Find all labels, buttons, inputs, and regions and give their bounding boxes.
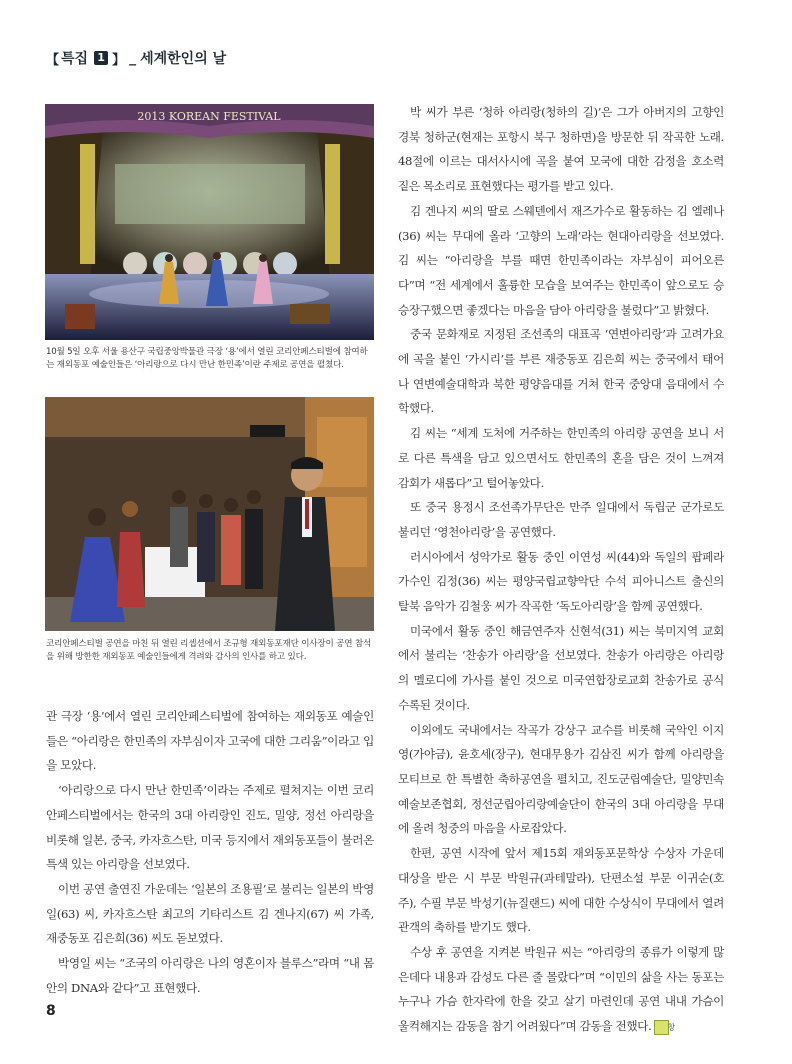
- festival-banner-text: 2013 KOREAN FESTIVAL: [137, 110, 281, 123]
- header-bracket-close: 】: [112, 52, 126, 68]
- section-header: [46, 48, 226, 68]
- right-paragraph-10: [398, 940, 724, 1039]
- left-paragraph-4: 박영일 씨는 “조국의 아리랑은 나의 영혼이자 블루스”라며 “내 몸 안의 DNA와 같다”고 표현했다.: [46, 956, 374, 995]
- left-column-text: [46, 704, 374, 1000]
- right-paragraph-3: 중국 문화재로 지정된 조선족의 대표곡 ‘연변아리랑’과 고려가요에 곡을 붙인 ‘가시리’를 부른 재중동포 김은희 씨는 중국에서 태어나 연변예술대학과 북한 평양음대를 거쳐 한국 중앙대 음대에서 수학했다.: [398, 327, 724, 416]
- header-title: 세계한인의 날: [140, 51, 227, 67]
- right-paragraph-10-text: 수상 후 공연을 지켜본 박원규 씨는 “아리랑의 종류가 이렇게 많은데다 내용과 감성도 다른 줄 몰랐다”며 “이민의 삶을 사는 동포는 누구나 가슴 한자락에 한을 갖고 살기 마련인데 공연 내내 가슴이 울컥해지는 감동을 참기 어려웠다”며 감동을 전했다.: [398, 944, 724, 1034]
- photo2-caption: 코리안페스티벌 공연을 마친 뒤 열린 리셉션에서 조규형 재외동포재단 이사장이 공연 참석을 위해 방한한 재외동포 예술인들에게 격려와 감사의 인사를 하고 있다.: [46, 639, 372, 662]
- right-paragraph-4: 김 씨는 “세계 도처에 거주하는 한민족의 아리랑 공연을 보니 서로 다른 특색을 담고 있으면서도 한민족의 혼을 담은 것이 느껴져 감회가 새롭다”고 털어놓았다.: [398, 426, 724, 490]
- right-paragraph-8: 이외에도 국내에서는 작곡가 강상구 교수를 비롯해 국악인 이지영(가야금), 윤호세(장구), 현대무용가 김삼진 씨가 함께 아리랑을 모티브로 한 특별한 축하공연을 펼치고, 진도군립예술단, 밀양민속예술보존협회, 정선군립아리랑예술단이 한국의 3대 아리랑을 무대에 올려 청중의 마음을 사로잡았다.: [398, 722, 724, 836]
- header-separator: _: [129, 50, 137, 66]
- stage-performance-photo: [45, 104, 374, 340]
- left-paragraph-3: 이번 공연 출연진 가운데는 ‘일본의 조용필’로 불리는 일본의 박영일(63) 씨, 카자흐스탄 최고의 기타리스트 김 겐나지(67) 씨 가족, 재중동포 김은희(36) 씨도 돋보였다.: [46, 881, 374, 946]
- page-number: 8: [46, 1003, 56, 1019]
- left-paragraph-2: ‘아리랑으로 다시 만난 한민족’이라는 주제로 펼쳐지는 이번 코리안페스티벌에서는 한국의 3대 아리랑인 진도, 밀양, 정선 아리랑을 비롯해 일본, 중국, 카자흐스탄, 미국 등지에서 재외동포들이 불러온 특색 있는 아리랑을 선보였다.: [46, 783, 374, 872]
- right-paragraph-5: 또 중국 용정시 조선족가무단은 만주 일대에서 독립군 군가로도 불리던 ‘영천아리랑’을 공연했다.: [398, 500, 724, 539]
- photo1-caption: 10월 5일 오후 서울 용산구 국립중앙박물관 극장 ‘용’에서 열린 코리안페스티벌에 참여하는 재외동포 예술인들은 ‘아리랑으로 다시 만난 한민족’이란 주제로 공연을 펼쳤다.: [46, 347, 368, 370]
- right-column-text: [398, 100, 724, 1039]
- header-bracket-open: 【: [46, 52, 60, 68]
- reception-photo: [45, 397, 374, 631]
- header-section-label: 특집: [61, 51, 89, 67]
- right-paragraph-2: 김 겐나지 씨의 딸로 스웨덴에서 재즈가수로 활동하는 김 엘레나(36) 씨는 무대에 올라 ‘고향의 노래’라는 현대아리랑을 선보였다. 김 씨는 “아리랑을 부를 때면 한민족이라는 자부심이 피어오른다”며 “전 세계에서 훌륭한 모습을 보여주는 한민족이 앞으로도 승승장구했으면 좋겠다는 마음을 담아 아리랑을 불렀다”고 밝혔다.: [398, 203, 724, 317]
- right-paragraph-1: 박 씨가 부른 ‘청하 아리랑(청하의 길)’은 그가 아버지의 고향인 경북 청하군(현재는 포항시 북구 청하면)을 방문한 뒤 작곡한 노래. 48절에 이르는 대서사시에 곡을 붙여 모국에 대한 감정을 호소력 짙은 목소리로 표현했다는 평가를 받고 있다.: [398, 105, 724, 194]
- header-section-number: 1: [94, 51, 108, 65]
- right-paragraph-6: 러시아에서 성악가로 활동 중인 이연성 씨(44)와 독일의 팝페라 가수인 김정(36) 씨는 평양국립교향악단 수석 피아니스트 출신의 탈북 음악가 김철웅 씨가 작곡한 ‘독도아리랑’을 함께 공연했다.: [398, 549, 724, 614]
- right-paragraph-7: 미국에서 활동 중인 해금연주자 신현석(31) 씨는 북미지역 교회에서 불리는 ‘찬송가 아리랑’을 선보였다. 찬송가 아리랑은 아리랑의 멜로디에 가사를 붙인 것으로 미국연합장로교회 찬송가로 공식 수록된 것이다.: [398, 623, 724, 712]
- left-paragraph-1: 관 극장 ‘용’에서 열린 코리안페스티벌에 참여하는 재외동포 예술인들은 “아리랑은 한민족의 자부심이자 고국에 대한 그리움”이라고 입을 모았다.: [46, 709, 374, 773]
- article-end-mark: 창: [654, 1020, 669, 1035]
- right-paragraph-9: 한편, 공연 시작에 앞서 제15회 재외동포문학상 수상자 가운데 대상을 받은 시 부문 박원규(과테말라), 단편소설 부문 이귀순(호주), 수필 부문 박성기(뉴질랜드) 씨에 대한 수상식이 무대에서 열려 관객의 축하를 받기도 했다.: [398, 846, 724, 935]
